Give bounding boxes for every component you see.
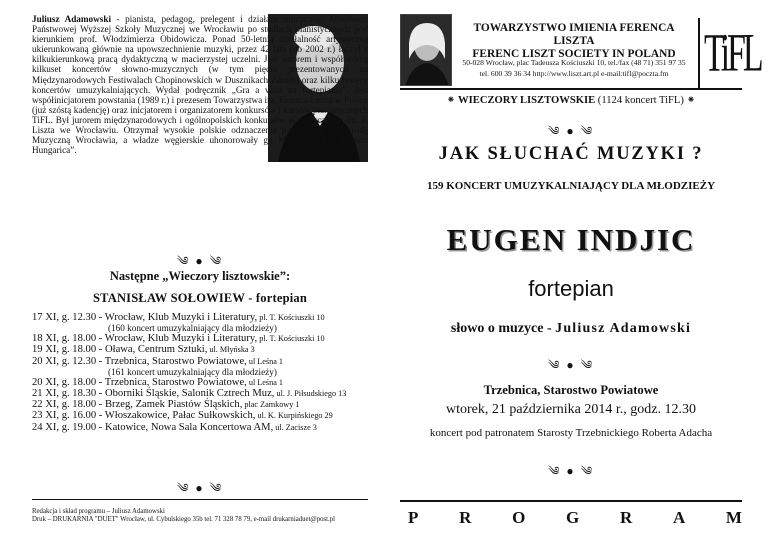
headline: JAK SŁUCHAĆ MUZYKI ? xyxy=(438,144,704,164)
series-note: (1124 koncert TiFL) ⁕ xyxy=(595,95,696,106)
concert-item: 24 XI, g. 19.00 - Katowice, Nowa Sala Koncertowa AM, ul. Zacisze 3 xyxy=(32,421,317,433)
concert-item: 20 XI, g. 12.30 - Trzebnica, Starostwo Powiatowe, ul Leśna 1 (161 koncert umuzykalniający dla młodzieży) xyxy=(32,355,283,377)
program-heading xyxy=(408,508,742,528)
talk-speaker: Juliusz Adamowski xyxy=(555,321,692,336)
concert-number: 159 KONCERT UMUZYKALNIAJĄCY DLA MŁODZIEŻY xyxy=(426,180,716,192)
instrument: fortepian xyxy=(528,276,614,301)
program-letter: R xyxy=(459,508,472,527)
program-letter: O xyxy=(512,508,526,527)
patronage: koncert pod patronatem Starosty Trzebnickiego Roberta Adacha xyxy=(429,427,713,439)
ornament-divider: ༄ ● ༄ xyxy=(176,481,224,495)
concert-list xyxy=(32,312,372,433)
tifl-logo-text: TiFL xyxy=(704,24,761,84)
society-address: 50-028 Wrocław, plac Tadeusza Kościuszki 10, tel./fax (48 71) 351 97 35 xyxy=(462,58,686,67)
divider xyxy=(32,499,368,500)
society-name-pl: TOWARZYSTWO IMIENIA FERENCA LISZTA xyxy=(473,22,675,47)
series-name: WIECZORY LISZTOWSKIE xyxy=(458,95,596,106)
ornament-divider: ༄ ● ༄ xyxy=(176,254,224,268)
next-concerts-artist: STANISŁAW SOŁOWIEW - fortepian xyxy=(92,291,308,305)
series-line: ⁕ WIECZORY LISZTOWSKIE (1124 koncert TiFL) ⁕ xyxy=(446,95,696,106)
society-name xyxy=(454,22,694,61)
concert-item: 19 XI, g. 18.00 - Oława, Centrum Sztuki, ul. Młyńska 3 xyxy=(32,344,255,356)
tifl-logo xyxy=(698,18,761,88)
biography xyxy=(32,14,368,155)
imprint xyxy=(32,508,372,525)
ornament-divider: ༄ ● ༄ xyxy=(547,124,595,138)
talk-line: słowo o muzyce - Juliusz Adamowski xyxy=(450,321,692,336)
concert-item: 22 XI, g. 18.00 - Brzeg, Zamek Piastów Śląskich, plac Zamkowy 1 xyxy=(32,399,300,411)
ornament-divider: ༄ ● ༄ xyxy=(547,358,595,372)
concert-item: 23 XI, g. 16.00 - Włoszakowice, Pałac Sułkowskich, ul. K. Kurpińskiego 29 xyxy=(32,410,333,422)
society-phone-web: tel. 600 39 36 34 http://www.liszt.art.pl e-mail:tifl@poczta.fm xyxy=(479,68,669,78)
event-datetime: wtorek, 21 października 2014 r., godz. 12.30 xyxy=(446,402,696,417)
concert-item: 18 XI, g. 18.00 - Wrocław, Klub Muzyki i Literatury, pl. T. Kościuszki 10 xyxy=(32,333,325,345)
liszt-portrait-logo xyxy=(400,14,452,86)
next-concerts-title: Następne „Wieczory lisztowskie”: xyxy=(109,269,291,283)
program-letter: M xyxy=(725,508,742,527)
program-letter: P xyxy=(408,508,419,527)
bio-name: Juliusz Adamowski xyxy=(32,14,112,24)
society-name-en: FERENC LISZT SOCIETY IN POLAND xyxy=(472,48,676,60)
program-letter: A xyxy=(672,508,686,527)
bio-text: - pianista, pedagog, prelegent i działacz muzyczny. Absolwent Państwowej Wyższej Szkoły Muzycznej we Wrocławiu po studiach pianistycznych pod kierunkiem prof. Włodzimierza Obidowicza. Ponad 50-letnią działalność artystyczną ukierunkowaną głównie na upowszechnienie muzyki, przez 42 lata (do 2002 r.) łączył z kilkukierunkową pracą dydaktyczną w macierzystej uczelni. Jest autorem i współtwórcą kilkuset koncertów słowno-muzycznych (w tym pięciu prezentowanych na Międzynarodowych Festiwalach Chopinowskich w Dusznikach Zdroju) oraz kilku tysięcy koncertów umuzykalniających. Wydał podręcznik „Gra a vista na fortepianie”. Jest współinicjatorem powstania (1989 r.) i prezesem Towarzystwa im. Ferenca Liszta w Polsce (już szóstą kadencję) oraz inicjatorem i organizatorem konkursów i kursów pianistycznych TiFL. Był jurorem międzynarodowych i ogólnopolskich konkursów pianistycznych im. F. Liszta we Wrocławiu. Otrzymał wysokie polskie odznaczenia państwowe i Nagrodę Muzyczną Wrocławia, a władze węgierskie uhonorowały go Medalem „Pro Cultura Hungarica”. xyxy=(32,14,368,156)
performer-name: EUGEN INDJIC xyxy=(446,222,696,257)
footer-rule xyxy=(400,500,742,502)
concert-item: 17 XI, g. 12.30 - Wrocław, Klub Muzyki i Literatury, pl. T. Kościuszki 10 (160 koncert umuzykalniający dla młodzieży) xyxy=(32,312,325,334)
imprint-printer: Druk – DRUKARNIA "DUET" Wrocław, ul. Cybulskiego 35b tel. 71 328 78 79, e-mail drukarniaduet@post.pl xyxy=(32,516,336,524)
concert-item: 20 XI, g. 18.00 - Trzebnica, Starostwo Powiatowe, ul Leśna 1 xyxy=(32,376,283,388)
society-contact xyxy=(454,58,694,79)
program-letter: R xyxy=(619,508,633,527)
header-rule xyxy=(400,88,742,90)
program-letter: G xyxy=(566,508,580,527)
concert-item: 21 XI, g. 18.30 - Oborniki Śląskie, Salonik Cztrech Muz, ul. J. Piłsudskiego 13 xyxy=(32,388,347,400)
venue: Trzebnica, Starostwo Powiatowe xyxy=(483,383,659,397)
ornament-divider: ༄ ● ༄ xyxy=(547,464,595,478)
imprint-editor: Redakcja i skład programu – Juliusz Adamowski xyxy=(32,508,165,515)
